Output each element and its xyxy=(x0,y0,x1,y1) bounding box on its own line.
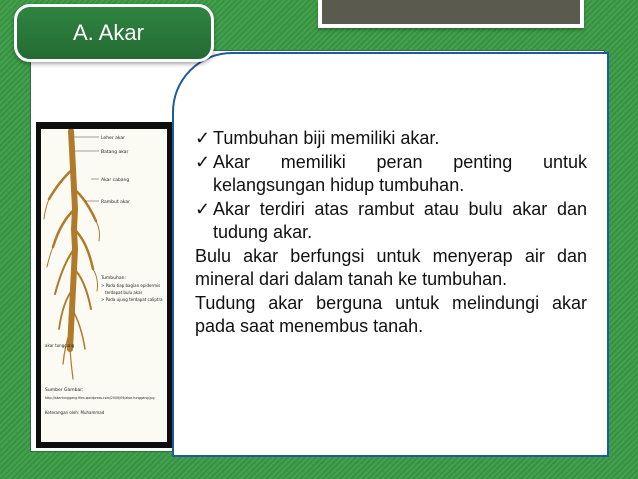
bullet-text: Tumbuhan biji memiliki akar. xyxy=(213,128,440,148)
figure-source-url: http://akartunggang.files.wordpress.com/2009/09/akar-tunggang.jpg xyxy=(45,396,155,400)
bullet-item xyxy=(195,127,587,151)
paragraph-tudung-akar: Tudung akar berguna untuk melindungi akar pada saat menembus tanah. xyxy=(195,292,587,336)
figure-note-line: > Pada ujung terdapat caliptra xyxy=(101,297,163,302)
content-text xyxy=(195,127,587,339)
bullet-text: Akar terdiri atas rambut atau bulu akar dan tudung akar. xyxy=(213,198,587,242)
top-banner xyxy=(318,0,584,28)
bullet-item xyxy=(195,151,587,198)
figure-note-line: terdapat bulu akar xyxy=(105,290,143,295)
figure-left-label: akar tunggang xyxy=(45,343,75,348)
figure-label: Akar cabang xyxy=(101,178,130,183)
figure-label: Rambut akar xyxy=(101,200,130,205)
check-icon: ✓ xyxy=(195,128,211,148)
figure-note-heading: Tumbuhan: xyxy=(101,276,126,281)
root-illustration xyxy=(41,129,167,442)
figure-label: Leher akar xyxy=(101,136,125,141)
figure-label: Batang akar xyxy=(101,150,129,155)
figure-source-heading: Sumber Gambar: xyxy=(45,388,84,393)
slide-title: A. Akar xyxy=(14,4,214,62)
figure-credit: Keterangan oleh: Muhammad xyxy=(45,410,105,415)
bullet-text: Akar memiliki peran penting untuk kelangsungan hidup tumbuhan. xyxy=(213,151,587,195)
root-diagram-image xyxy=(36,122,172,448)
bullet-item xyxy=(195,198,587,245)
paragraph-bulu-akar: Bulu akar berfungsi untuk menyerap air dan mineral dari dalam tanah ke tumbuhan. xyxy=(195,245,587,289)
check-icon: ✓ xyxy=(195,198,211,219)
check-icon: ✓ xyxy=(195,151,211,172)
figure-note-line: > Pada tiap bagian epidermis xyxy=(101,283,161,288)
